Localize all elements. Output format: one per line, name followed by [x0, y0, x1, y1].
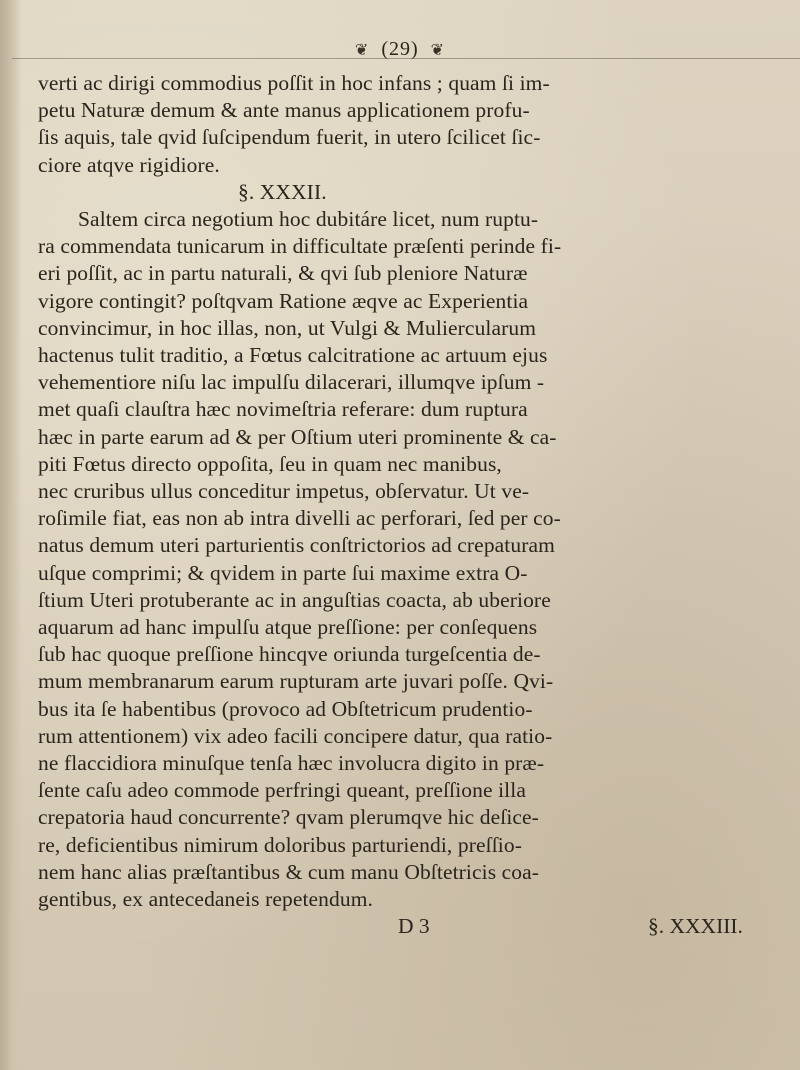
text-line: gentibus, ex antecedaneis repetendum. [38, 887, 374, 912]
text-line: ciore atqve rigidiore. [38, 152, 220, 177]
text-line: ſis aquis, tale qvid ſuſcipendum fuerit, in utero ſcilicet ſic- [38, 125, 541, 150]
text-line: piti Fœtus directo oppoſita, ſeu in quam nec manibus, [38, 451, 502, 476]
text-line: rum attentionem) vix adeo facili concipere datur, qua ratio- [38, 723, 553, 748]
text-line: met quaſi clauſtra hæc novimeſtria referare: dum ruptura [38, 397, 528, 422]
text-line: convincimur, in hoc illas, non, ut Vulgi & Muliercularum [38, 315, 537, 340]
page-header [0, 38, 800, 61]
text-line: ſente caſu adeo commode perfringi queant, preſſione illa [38, 778, 526, 803]
text-line: re, deficientibus nimirum doloribus parturiendi, preſſio- [38, 832, 522, 857]
section-heading: §. XXXII. [238, 179, 327, 204]
page-number: (29) [381, 38, 419, 60]
text-line: vigore contingit? poſtqvam Ratione æqve ac Experientia [38, 288, 529, 313]
catchword: §. XXXIII. [648, 914, 743, 939]
text-line: ſub hac quoque preſſione hincqve oriunda turgeſcentia de- [38, 642, 541, 667]
text-line: aquarum ad hanc impulſu atque preſſione: per conſequens [38, 615, 538, 640]
text-line: crepatoria haud concurrente? qvam plerumqve hic deſice- [38, 805, 539, 830]
text-line: uſque comprimi; & qvidem in parte ſui maxime extra O- [38, 560, 528, 585]
text-line: nec cruribus ullus conceditur impetus, obſervatur. Ut ve- [38, 479, 530, 504]
text-line: vehementiore niſu lac impulſu dilacerari, illumqve ipſum - [38, 370, 545, 395]
text-line: ſtium Uteri protuberante ac in anguſtias coacta, ab uberiore [38, 587, 551, 612]
text-line: natus demum uteri parturientis conſtrictorios ad crepaturam [38, 533, 555, 558]
text-line: ne flaccidiora minuſque tenſa hæc involucra digito in præ- [38, 751, 545, 776]
signature-mark: D 3 [398, 914, 430, 939]
page-binding-edge [0, 0, 22, 1070]
text-line: nem hanc alias præſtantibus & cum manu Obſtetricis coa- [38, 859, 540, 884]
text-line: eri poſſit, ac in partu naturali, & qvi ſub pleniore Naturæ [38, 261, 528, 286]
ornament-left-icon: ❦ [354, 42, 370, 59]
text-line: ra commendata tunicarum in difficultate præſenti perinde fi- [38, 234, 562, 259]
text-line: Saltem circa negotium hoc dubitáre licet, num ruptu- [78, 207, 539, 232]
ornament-right-icon: ❦ [430, 42, 446, 59]
text-line: petu Naturæ demum & ante manus applicationem profu- [38, 98, 530, 123]
text-line: roſimile fiat, eas non ab intra divelli ac perforari, ſed per co- [38, 506, 561, 531]
body-text [38, 70, 774, 939]
text-line: verti ac dirigi commodius poſſit in hoc infans ; quam ſi im- [38, 71, 550, 95]
text-line: mum membranarum earum rupturam arte juvari poſſe. Qvi- [38, 669, 554, 694]
text-line: hæc in parte earum ad & per Oſtium uteri prominente & ca- [38, 424, 557, 449]
text-line: hactenus tulit traditio, a Fœtus calcitratione ac artuum ejus [38, 343, 548, 368]
text-line: bus ita ſe habentibus (provoco ad Obſtetricum prudentio- [38, 696, 533, 721]
